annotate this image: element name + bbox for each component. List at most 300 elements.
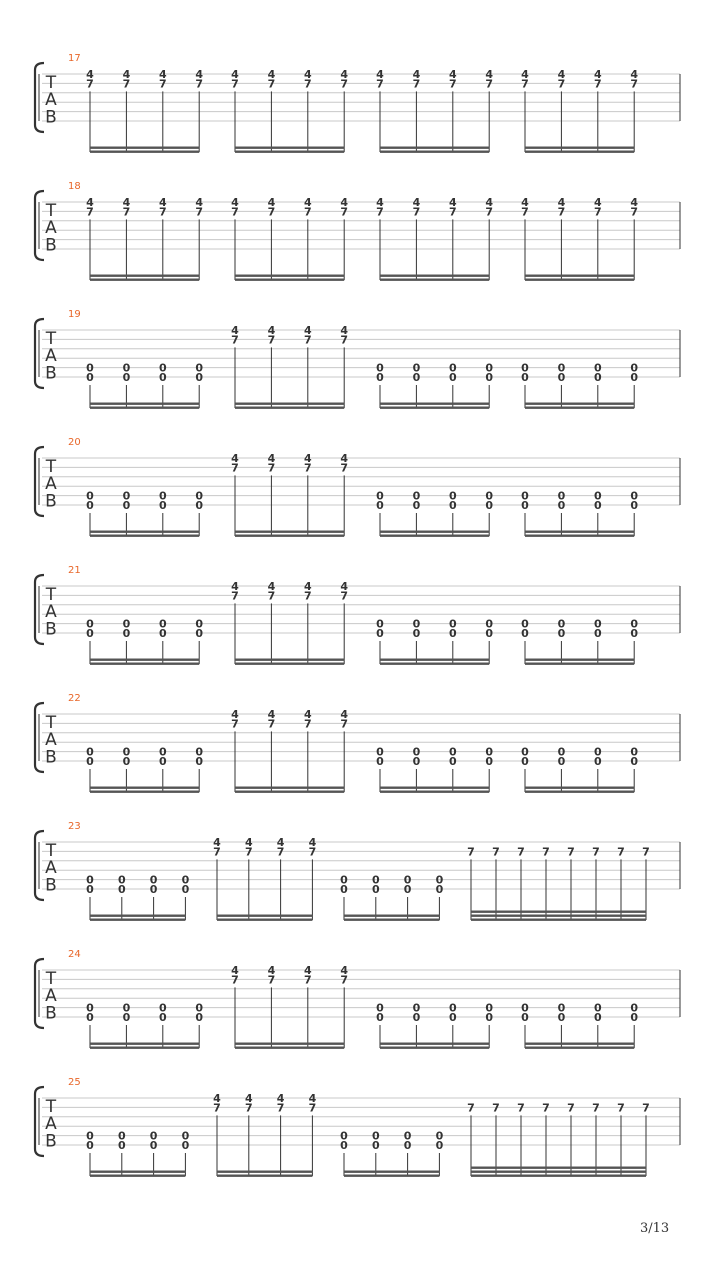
beam bbox=[380, 403, 489, 405]
fret-number: 7 bbox=[542, 1101, 550, 1115]
fret-number: 7 bbox=[340, 461, 349, 475]
tab-clef-t: T bbox=[45, 457, 57, 477]
fret-number: 0 bbox=[593, 617, 602, 631]
beam bbox=[235, 403, 344, 405]
beam bbox=[344, 919, 439, 921]
beam-group bbox=[231, 708, 348, 793]
fret-number: 0 bbox=[448, 617, 457, 631]
beam-group bbox=[467, 845, 650, 921]
fret-number: 0 bbox=[557, 617, 566, 631]
fret-number: 0 bbox=[158, 371, 167, 384]
fret-number: 0 bbox=[86, 745, 94, 759]
fret-number: 4 bbox=[244, 836, 253, 849]
fret-number: 4 bbox=[340, 452, 349, 465]
fret-number: 7 bbox=[517, 1101, 525, 1115]
beam bbox=[471, 1175, 646, 1177]
fret-number: 0 bbox=[86, 1011, 94, 1024]
fret-number: 4 bbox=[557, 196, 566, 209]
fret-number: 0 bbox=[403, 883, 412, 896]
beam bbox=[90, 915, 185, 917]
fret-number: 7 bbox=[567, 1101, 575, 1115]
beam bbox=[90, 663, 199, 665]
fret-number: 0 bbox=[521, 371, 529, 384]
fret-number: 0 bbox=[86, 489, 94, 503]
fret-number: 4 bbox=[86, 68, 94, 81]
fret-number: 4 bbox=[267, 452, 276, 465]
fret-number: 4 bbox=[231, 580, 239, 593]
fret-number: 4 bbox=[158, 68, 167, 81]
fret-number: 0 bbox=[195, 617, 204, 631]
fret-number: 0 bbox=[195, 371, 204, 384]
measure-number: 24 bbox=[68, 949, 81, 960]
fret-number: 0 bbox=[435, 1129, 444, 1143]
beam bbox=[90, 1171, 185, 1173]
fret-number: 0 bbox=[158, 627, 167, 640]
fret-number: 7 bbox=[231, 333, 239, 347]
fret-number: 0 bbox=[412, 489, 421, 503]
tab-clef-a: A bbox=[45, 218, 57, 239]
fret-number: 0 bbox=[593, 489, 602, 503]
beam bbox=[90, 919, 185, 921]
fret-number: 0 bbox=[521, 755, 529, 768]
beam-group bbox=[231, 964, 348, 1049]
fret-number: 0 bbox=[448, 361, 457, 375]
fret-number: 4 bbox=[267, 708, 276, 721]
beam bbox=[380, 1043, 489, 1045]
fret-number: 7 bbox=[303, 973, 312, 987]
fret-number: 0 bbox=[340, 1129, 348, 1143]
fret-number: 7 bbox=[340, 973, 349, 987]
fret-number: 4 bbox=[276, 1092, 285, 1105]
fret-number: 4 bbox=[340, 196, 349, 209]
fret-number: 0 bbox=[376, 499, 384, 512]
fret-number: 4 bbox=[521, 196, 529, 209]
fret-number: 4 bbox=[485, 196, 494, 209]
fret-number: 7 bbox=[267, 77, 276, 91]
fret-number: 7 bbox=[86, 77, 94, 91]
fret-number: 4 bbox=[231, 68, 239, 81]
tab-clef-b: B bbox=[45, 747, 57, 768]
fret-number: 4 bbox=[308, 836, 317, 849]
fret-number: 7 bbox=[231, 77, 239, 91]
fret-number: 7 bbox=[244, 845, 253, 859]
beam-group bbox=[376, 196, 493, 281]
fret-number: 7 bbox=[276, 1101, 285, 1115]
beam bbox=[90, 403, 199, 405]
fret-number: 4 bbox=[213, 1092, 221, 1105]
fret-number: 7 bbox=[412, 77, 421, 91]
tab-clef-t: T bbox=[45, 329, 57, 349]
fret-number: 0 bbox=[593, 499, 602, 512]
tab-clef-b: B bbox=[45, 619, 57, 640]
fret-number: 4 bbox=[412, 196, 421, 209]
fret-number: 0 bbox=[340, 1139, 348, 1152]
fret-number: 0 bbox=[485, 617, 494, 631]
beam bbox=[525, 791, 634, 793]
fret-number: 0 bbox=[158, 745, 167, 759]
fret-number: 0 bbox=[122, 1011, 131, 1024]
fret-number: 0 bbox=[158, 1001, 167, 1015]
beam bbox=[380, 535, 489, 537]
fret-number: 4 bbox=[412, 68, 421, 81]
fret-number: 0 bbox=[593, 371, 602, 384]
beam bbox=[90, 659, 199, 661]
tab-system-22 bbox=[35, 693, 680, 793]
beam bbox=[217, 919, 312, 921]
beam bbox=[525, 663, 634, 665]
tab-clef-b: B bbox=[45, 1131, 57, 1152]
fret-number: 7 bbox=[642, 845, 650, 859]
measure-number: 21 bbox=[68, 565, 81, 576]
fret-number: 7 bbox=[195, 205, 204, 219]
tab-clef-a: A bbox=[45, 90, 57, 111]
beam bbox=[525, 787, 634, 789]
beam bbox=[90, 531, 199, 533]
beam-group bbox=[86, 746, 203, 793]
fret-number: 0 bbox=[448, 489, 457, 503]
fret-number: 0 bbox=[86, 873, 94, 887]
fret-number: 0 bbox=[195, 499, 204, 512]
tab-clef-b: B bbox=[45, 235, 57, 256]
beam bbox=[525, 403, 634, 405]
fret-number: 0 bbox=[340, 873, 348, 887]
fret-number: 0 bbox=[158, 499, 167, 512]
fret-number: 0 bbox=[195, 627, 204, 640]
beam bbox=[90, 147, 199, 149]
beam-group bbox=[376, 618, 493, 665]
fret-number: 4 bbox=[303, 196, 312, 209]
beam bbox=[380, 279, 489, 281]
fret-number: 4 bbox=[231, 324, 239, 337]
fret-number: 7 bbox=[231, 717, 239, 731]
fret-number: 7 bbox=[542, 845, 550, 859]
fret-number: 4 bbox=[303, 580, 312, 593]
fret-number: 7 bbox=[592, 1101, 600, 1115]
beam bbox=[235, 147, 344, 149]
beam bbox=[380, 791, 489, 793]
fret-number: 0 bbox=[557, 627, 566, 640]
tab-system-23 bbox=[35, 821, 680, 921]
beam-group bbox=[86, 362, 203, 409]
fret-number: 0 bbox=[371, 873, 380, 887]
fret-number: 0 bbox=[86, 755, 94, 768]
fret-number: 4 bbox=[267, 324, 276, 337]
fret-number: 0 bbox=[557, 1011, 566, 1024]
fret-number: 7 bbox=[340, 205, 349, 219]
fret-number: 7 bbox=[592, 845, 600, 859]
fret-number: 0 bbox=[521, 361, 529, 375]
fret-number: 4 bbox=[267, 580, 276, 593]
fret-number: 0 bbox=[630, 755, 639, 768]
beam bbox=[380, 1047, 489, 1049]
beam-group bbox=[231, 452, 348, 537]
fret-number: 0 bbox=[403, 1139, 412, 1152]
fret-number: 0 bbox=[371, 1129, 380, 1143]
fret-number: 4 bbox=[195, 68, 204, 81]
tab-clef-a: A bbox=[45, 986, 57, 1007]
fret-number: 4 bbox=[244, 1092, 253, 1105]
fret-number: 7 bbox=[267, 333, 276, 347]
beam bbox=[90, 1047, 199, 1049]
fret-number: 0 bbox=[557, 1001, 566, 1015]
beam bbox=[471, 1167, 646, 1169]
fret-number: 0 bbox=[412, 755, 421, 768]
fret-number: 7 bbox=[267, 461, 276, 475]
beam bbox=[235, 659, 344, 661]
fret-number: 7 bbox=[467, 845, 475, 859]
fret-number: 0 bbox=[521, 745, 529, 759]
fret-number: 0 bbox=[376, 489, 384, 503]
fret-number: 7 bbox=[231, 205, 239, 219]
fret-number: 4 bbox=[593, 68, 602, 81]
fret-number: 0 bbox=[149, 1139, 158, 1152]
fret-number: 0 bbox=[195, 489, 204, 503]
fret-number: 0 bbox=[412, 617, 421, 631]
fret-number: 4 bbox=[122, 196, 131, 209]
fret-number: 0 bbox=[630, 1001, 639, 1015]
beam-group bbox=[231, 324, 348, 409]
fret-number: 4 bbox=[267, 964, 276, 977]
fret-number: 0 bbox=[403, 1129, 412, 1143]
fret-number: 0 bbox=[557, 489, 566, 503]
fret-number: 7 bbox=[340, 717, 349, 731]
fret-number: 0 bbox=[340, 883, 348, 896]
beam bbox=[525, 1043, 634, 1045]
beam bbox=[235, 275, 344, 277]
fret-number: 7 bbox=[303, 205, 312, 219]
fret-number: 0 bbox=[485, 627, 494, 640]
beam bbox=[217, 1171, 312, 1173]
fret-number: 4 bbox=[557, 68, 566, 81]
fret-number: 7 bbox=[340, 77, 349, 91]
fret-number: 0 bbox=[448, 745, 457, 759]
beam-group bbox=[231, 68, 348, 153]
fret-number: 7 bbox=[231, 461, 239, 475]
fret-number: 4 bbox=[340, 68, 349, 81]
fret-number: 4 bbox=[231, 196, 239, 209]
fret-number: 0 bbox=[485, 1011, 494, 1024]
fret-number: 0 bbox=[630, 499, 639, 512]
fret-number: 4 bbox=[303, 452, 312, 465]
fret-number: 0 bbox=[117, 883, 126, 896]
measure-number: 25 bbox=[68, 1077, 81, 1088]
fret-number: 0 bbox=[435, 883, 444, 896]
fret-number: 0 bbox=[86, 883, 94, 896]
fret-number: 0 bbox=[122, 1001, 131, 1015]
measure-number: 18 bbox=[68, 181, 81, 192]
fret-number: 0 bbox=[86, 617, 94, 631]
fret-number: 0 bbox=[485, 745, 494, 759]
fret-number: 0 bbox=[376, 745, 384, 759]
beam bbox=[344, 915, 439, 917]
beam bbox=[525, 659, 634, 661]
fret-number: 7 bbox=[617, 845, 625, 859]
fret-number: 0 bbox=[593, 745, 602, 759]
tab-clef-a: A bbox=[45, 602, 57, 623]
fret-number: 0 bbox=[448, 755, 457, 768]
fret-number: 7 bbox=[122, 205, 131, 219]
beam bbox=[235, 279, 344, 281]
tab-clef-t: T bbox=[45, 1097, 57, 1117]
fret-number: 4 bbox=[376, 68, 384, 81]
beam bbox=[235, 531, 344, 533]
beam-group bbox=[86, 1130, 189, 1177]
beam-group bbox=[376, 362, 493, 409]
fret-number: 7 bbox=[267, 205, 276, 219]
fret-number: 0 bbox=[593, 361, 602, 375]
beam bbox=[380, 659, 489, 661]
beam-group bbox=[340, 874, 443, 921]
beam bbox=[90, 791, 199, 793]
fret-number: 4 bbox=[521, 68, 529, 81]
fret-number: 0 bbox=[376, 1011, 384, 1024]
tab-clef-t: T bbox=[45, 201, 57, 221]
fret-number: 4 bbox=[593, 196, 602, 209]
tab-clef-a: A bbox=[45, 346, 57, 367]
fret-number: 0 bbox=[181, 873, 190, 887]
fret-number: 4 bbox=[276, 836, 285, 849]
fret-number: 0 bbox=[412, 371, 421, 384]
beam bbox=[90, 151, 199, 153]
fret-number: 7 bbox=[244, 1101, 253, 1115]
fret-number: 0 bbox=[593, 627, 602, 640]
fret-number: 0 bbox=[485, 499, 494, 512]
fret-number: 0 bbox=[181, 883, 190, 896]
fret-number: 4 bbox=[376, 196, 384, 209]
fret-number: 7 bbox=[642, 1101, 650, 1115]
fret-number: 0 bbox=[181, 1139, 190, 1152]
fret-number: 0 bbox=[181, 1129, 190, 1143]
beam bbox=[471, 915, 646, 917]
fret-number: 0 bbox=[521, 617, 529, 631]
beam bbox=[525, 1047, 634, 1049]
fret-number: 0 bbox=[158, 755, 167, 768]
fret-number: 0 bbox=[122, 617, 131, 631]
fret-number: 7 bbox=[303, 717, 312, 731]
fret-number: 4 bbox=[308, 1092, 317, 1105]
fret-number: 0 bbox=[412, 499, 421, 512]
beam-group bbox=[521, 490, 638, 537]
beam bbox=[380, 787, 489, 789]
fret-number: 4 bbox=[303, 708, 312, 721]
fret-number: 0 bbox=[485, 361, 494, 375]
fret-number: 0 bbox=[412, 361, 421, 375]
tab-system-25 bbox=[35, 1077, 680, 1177]
beam bbox=[90, 787, 199, 789]
beam bbox=[90, 535, 199, 537]
fret-number: 0 bbox=[630, 361, 639, 375]
beam bbox=[525, 407, 634, 409]
fret-number: 0 bbox=[557, 755, 566, 768]
fret-number: 0 bbox=[593, 755, 602, 768]
fret-number: 7 bbox=[158, 205, 167, 219]
fret-number: 0 bbox=[117, 1129, 126, 1143]
fret-number: 0 bbox=[371, 883, 380, 896]
fret-number: 0 bbox=[557, 499, 566, 512]
fret-number: 7 bbox=[517, 845, 525, 859]
beam bbox=[235, 407, 344, 409]
fret-number: 0 bbox=[403, 873, 412, 887]
fret-number: 7 bbox=[521, 77, 529, 91]
fret-number: 4 bbox=[122, 68, 131, 81]
fret-number: 7 bbox=[267, 973, 276, 987]
fret-number: 7 bbox=[213, 845, 221, 859]
beam bbox=[380, 407, 489, 409]
fret-number: 7 bbox=[195, 77, 204, 91]
tab-clef-t: T bbox=[45, 841, 57, 861]
measure-number: 23 bbox=[68, 821, 81, 832]
fret-number: 0 bbox=[122, 499, 131, 512]
tab-clef-b: B bbox=[45, 363, 57, 384]
beam bbox=[344, 1171, 439, 1173]
beam bbox=[525, 535, 634, 537]
fret-number: 0 bbox=[149, 873, 158, 887]
fret-number: 7 bbox=[492, 1101, 500, 1115]
beam-group bbox=[521, 68, 638, 153]
beam bbox=[344, 1175, 439, 1177]
fret-number: 0 bbox=[195, 745, 204, 759]
fret-number: 4 bbox=[267, 196, 276, 209]
fret-number: 7 bbox=[448, 77, 457, 91]
fret-number: 4 bbox=[303, 324, 312, 337]
fret-number: 0 bbox=[376, 371, 384, 384]
fret-number: 0 bbox=[195, 361, 204, 375]
fret-number: 0 bbox=[122, 361, 131, 375]
fret-number: 0 bbox=[122, 489, 131, 503]
fret-number: 0 bbox=[86, 1001, 94, 1015]
fret-number: 0 bbox=[485, 371, 494, 384]
fret-number: 4 bbox=[158, 196, 167, 209]
fret-number: 4 bbox=[485, 68, 494, 81]
fret-number: 7 bbox=[213, 1101, 221, 1115]
fret-number: 7 bbox=[308, 845, 317, 859]
fret-number: 7 bbox=[630, 205, 639, 219]
beam bbox=[217, 915, 312, 917]
measure-number: 19 bbox=[68, 309, 81, 320]
fret-number: 7 bbox=[485, 77, 494, 91]
fret-number: 0 bbox=[158, 489, 167, 503]
fret-number: 0 bbox=[122, 627, 131, 640]
fret-number: 0 bbox=[448, 1001, 457, 1015]
fret-number: 7 bbox=[557, 77, 566, 91]
fret-number: 7 bbox=[567, 845, 575, 859]
fret-number: 0 bbox=[435, 1139, 444, 1152]
tab-system-24 bbox=[35, 949, 680, 1049]
measure-number: 17 bbox=[68, 53, 81, 64]
beam-group bbox=[231, 196, 348, 281]
fret-number: 7 bbox=[593, 77, 602, 91]
fret-number: 4 bbox=[231, 964, 239, 977]
fret-number: 0 bbox=[195, 1011, 204, 1024]
beam bbox=[235, 663, 344, 665]
beam bbox=[380, 531, 489, 533]
beam bbox=[525, 279, 634, 281]
fret-number: 0 bbox=[593, 1011, 602, 1024]
fret-number: 0 bbox=[412, 745, 421, 759]
fret-number: 7 bbox=[267, 589, 276, 603]
beam-group bbox=[376, 68, 493, 153]
beam-group bbox=[86, 874, 189, 921]
fret-number: 7 bbox=[617, 1101, 625, 1115]
fret-number: 4 bbox=[630, 196, 639, 209]
beam bbox=[90, 1175, 185, 1177]
fret-number: 0 bbox=[86, 371, 94, 384]
fret-number: 0 bbox=[412, 1011, 421, 1024]
beam bbox=[235, 787, 344, 789]
fret-number: 7 bbox=[448, 205, 457, 219]
tab-system-19 bbox=[35, 309, 680, 409]
fret-number: 4 bbox=[267, 68, 276, 81]
